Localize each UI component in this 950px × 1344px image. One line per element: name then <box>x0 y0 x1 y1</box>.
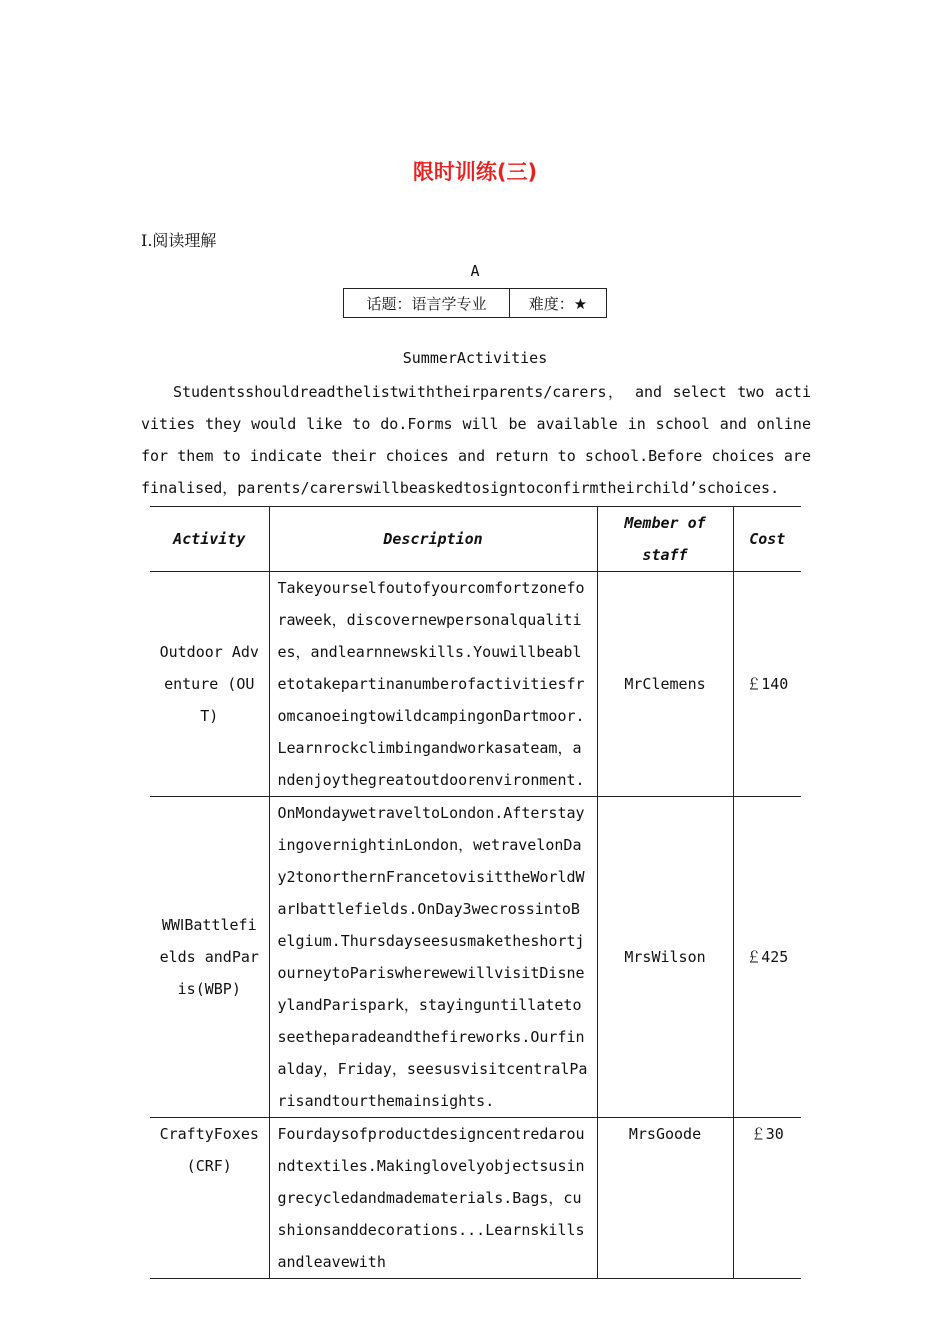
staff-member: MrClemens <box>597 572 733 797</box>
activity-description: Fourdaysofproductdesigncentredaroundtextiles.Makinglovelyobjectsusingrecycledandmadematerials.Bags，cushionsanddecorations...Learnskillsandleavewith <box>269 1118 597 1279</box>
activities-table <box>150 506 801 1279</box>
header-cost: Cost <box>733 507 801 572</box>
activity-description: Takeyourselfoutofyourcomfortzoneforaweek，discovernewpersonalqualities，andlearnnewskills.YouwillbeabletotakepartinanumberofactivitiesfromcanoeingtowildcampingonDartmoor.Learnrockclimbingandworkasateam，andenjoythegreatoutdoorenvironment. <box>269 572 597 797</box>
staff-member: MrsGoode <box>597 1118 733 1279</box>
activity-description: OnMondaywetraveltoLondon.AfterstayingovernightinLondon，wetravelonDay2tonorthernFrancetovisittheWorldWarⅠbattlefields.OnDay3wecrossintoBelgium.ThursdayseesusmaketheshortjourneytoPariswherewewillvisitDisneylandParispark，stayinguntillatetoseetheparadeandthefireworks.Ourfinalday，Friday，seesusvisitcentralParisandtourthemainsights. <box>269 797 597 1118</box>
activity-cost: ￡30 <box>733 1118 801 1279</box>
header-staff: Member of staff <box>597 507 733 572</box>
activity-cost: ￡425 <box>733 797 801 1118</box>
table-row <box>150 1118 801 1279</box>
article-intro: Studentsshouldreadthelistwiththeirparents/carers， and select two activities they would like to do.Forms will be available in school and online for them to indicate their choices and return to school.Before choices are finalised，parents/carerswillbeaskedtosigntoconfirmtheirchild’schoices. <box>141 383 811 497</box>
activities-table-wrapper <box>150 506 801 1271</box>
article-title: SummerActivities <box>402 349 548 367</box>
passage-label: A <box>470 262 480 280</box>
topic-difficulty-box <box>343 288 607 318</box>
activity-name: Outdoor Adventure (OUT) <box>150 572 269 797</box>
table-row <box>150 572 801 797</box>
table-row <box>150 797 801 1118</box>
difficulty-label: 难度：★ <box>528 294 588 313</box>
page-title: 限时训练(三) <box>412 160 538 184</box>
table-header-row <box>150 507 801 572</box>
activity-cost: ￡140 <box>733 572 801 797</box>
activity-name: WWⅠBattlefields andParis(WBP) <box>150 797 269 1118</box>
topic-label: 话题：语言学专业 <box>344 289 510 317</box>
header-description: Description <box>269 507 597 572</box>
staff-member: MrsWilson <box>597 797 733 1118</box>
section-heading: Ⅰ.阅读理解 <box>141 231 217 250</box>
activity-name: CraftyFoxes (CRF) <box>150 1118 269 1279</box>
header-activity: Activity <box>150 507 269 572</box>
